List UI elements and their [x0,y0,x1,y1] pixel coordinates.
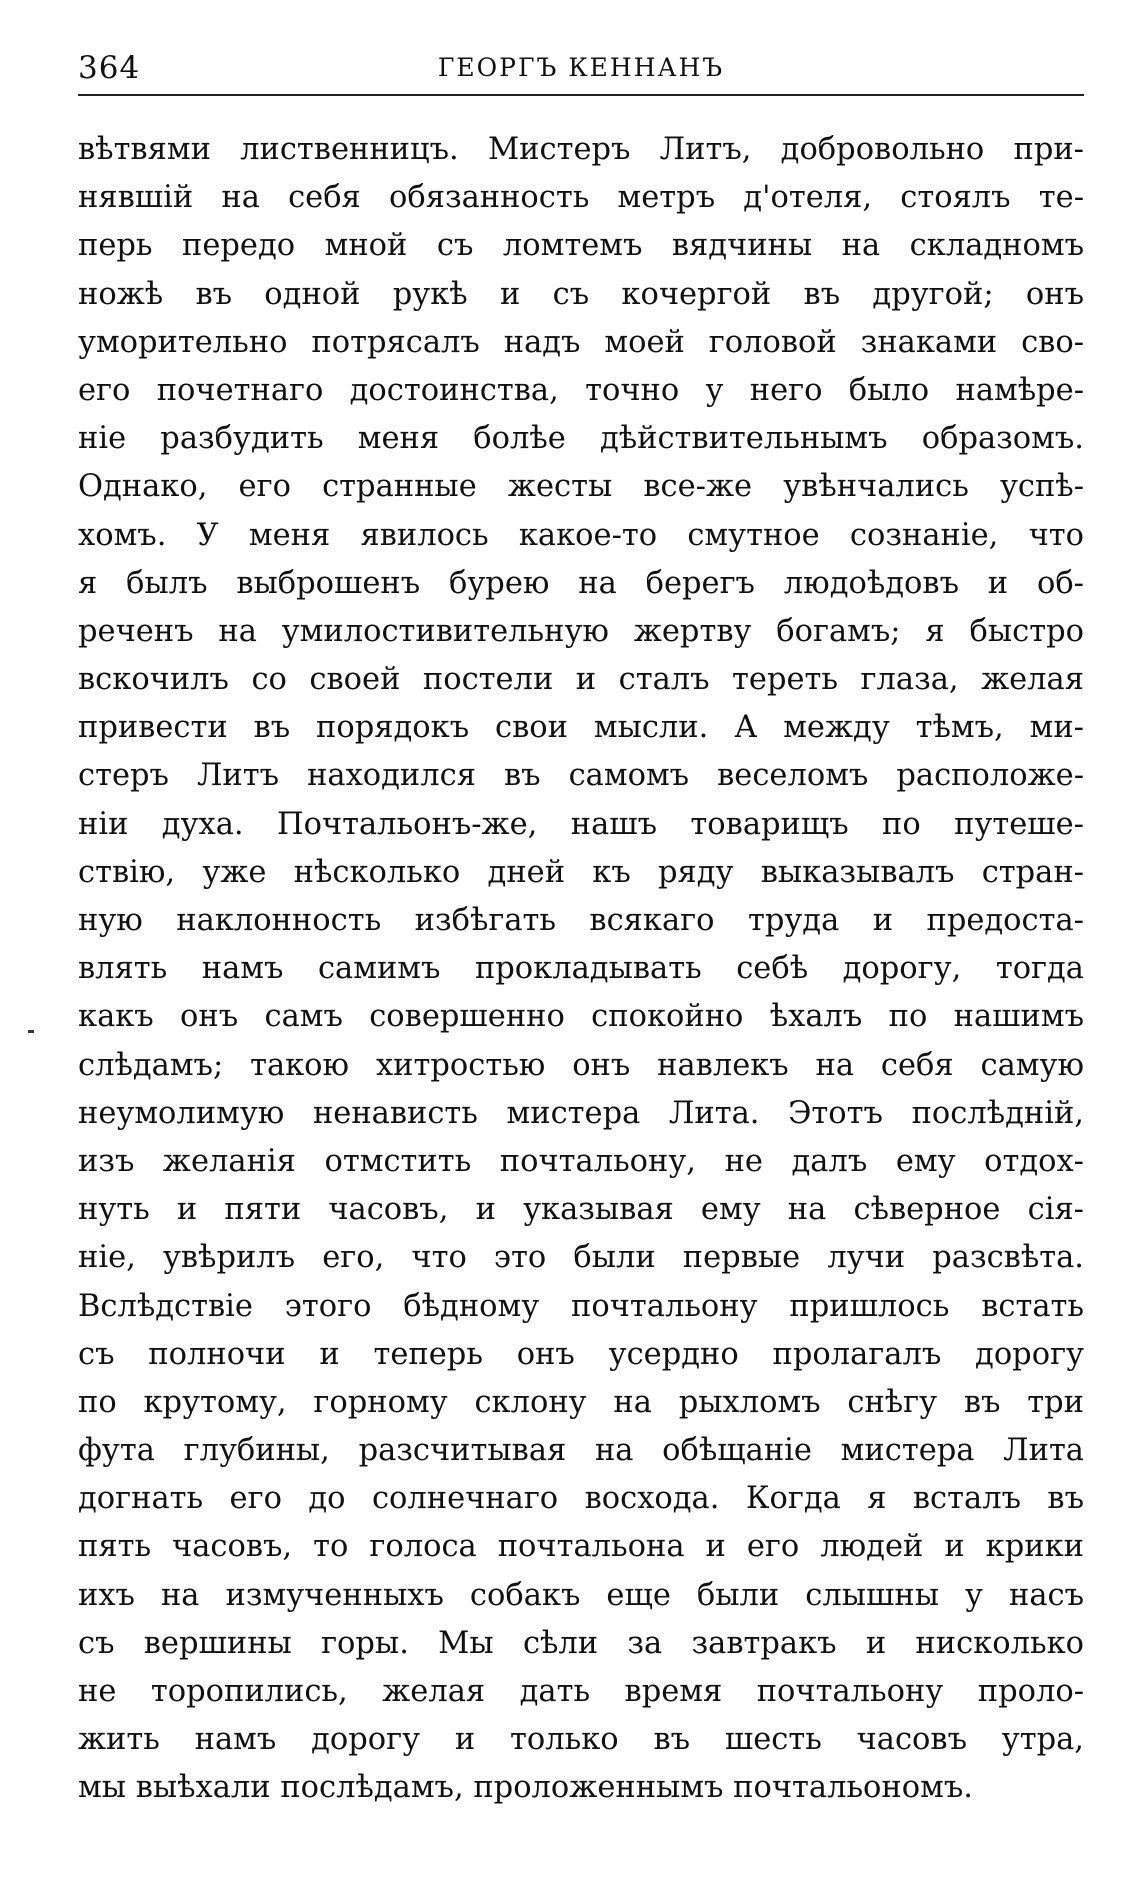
text-line: вѣтвями лиственницъ. Мистеръ Литъ, добровольно при- [78,132,1084,167]
text-line: привести въ порядокъ свои мысли. А между тѣмъ, ми- [78,710,1084,746]
text-line: влять намъ самимъ прокладывать себѣ дорогу, тогда [78,951,1084,987]
text-line: я былъ выброшенъ бурею на берегъ людоѣдовъ и об- [78,565,1084,601]
text-line: ніе разбудить меня болѣе дѣйствительнымъ образомъ. [78,421,1084,457]
text-line: фута глубины, разсчитывая на обѣщаніе мистера Лита [78,1433,1084,1469]
page-number: 364 [78,50,141,86]
text-line: ихъ на измученныхъ собакъ еще были слышны у насъ [78,1577,1084,1613]
text-line: уморительно потрясалъ надъ моей головой знаками сво- [78,324,1084,360]
text-line: перь передо мной съ ломтемъ вядчины на складномъ [78,228,1084,264]
text-line: ствію, уже нѣсколько дней къ ряду выказывалъ стран- [78,854,1084,890]
text-line: какъ онъ самъ совершенно спокойно ѣхалъ по нашимъ [78,999,1084,1035]
text-line: нуть и пяти часовъ, и указывая ему на сѣверное сія- [78,1192,1084,1228]
text-line: съ вершины горы. Мы сѣли за завтракъ и нисколько [78,1625,1084,1661]
text-line: ножѣ въ одной рукѣ и съ кочергой въ другой; онъ [78,276,1084,312]
text-line: нявшій на себя обязанность метръ д'отеля, стоялъ те- [78,180,1084,216]
text-line: неумолимую ненависть мистера Лита. Этотъ послѣдній, [78,1095,1084,1131]
text-line: ніи духа. Почтальонъ-же, нашъ товарищъ по путеше- [78,806,1084,842]
text-line: Однако, его странные жесты все-же увѣнчались успѣ- [78,469,1084,505]
text-line: ніе, увѣрилъ его, что это были первые лучи разсвѣта. [78,1240,1084,1276]
text-line: не торопились, желая дать время почтальону проло- [78,1674,1084,1709]
text-line: пять часовъ, то голоса почтальона и его людей и крики [78,1529,1084,1565]
body-text [78,126,1084,1813]
text-line: реченъ на умилостивительную жертву богамъ; я быстро [78,613,1084,649]
running-title: ГЕОРГЪ КЕННАНЪ [437,53,725,82]
text-line: стеръ Литъ находился въ самомъ веселомъ расположе- [78,758,1084,794]
text-line: догнать его до солнечнаго восхода. Когда я всталъ въ [78,1481,1084,1517]
text-line: слѣдамъ; такою хитростью онъ навлекъ на себя самую [78,1047,1084,1083]
text-line: его почетнаго достоинства, точно у него было намѣре- [78,372,1084,408]
text-line: хомъ. У меня явилось какое-то смутное сознаніе, что [78,517,1084,553]
header-rule [78,94,1084,96]
text-line: по крутому, горному склону на рыхломъ снѣгу въ три [78,1384,1084,1420]
text-line: мы выѣхали послѣдамъ, проложеннымъ почтальономъ. [78,1770,973,1806]
text-line: жить намъ дорогу и только въ шесть часовъ утра, [78,1722,1084,1758]
text-line: изъ желанія отмстить почтальону, не далъ ему отдох- [78,1143,1084,1179]
text-line: вскочилъ со своей постели и сталъ тереть глаза, желая [78,662,1084,698]
page-header [78,42,1084,94]
text-line: съ полночи и теперь онъ усердно пролагалъ дорогу [78,1336,1084,1372]
text-line: ную наклонность избѣгать всякаго труда и предоста- [78,903,1084,938]
text-line: Вслѣдствіе этого бѣдному почтальону пришлось встать [78,1288,1084,1324]
margin-mark [28,1030,34,1033]
